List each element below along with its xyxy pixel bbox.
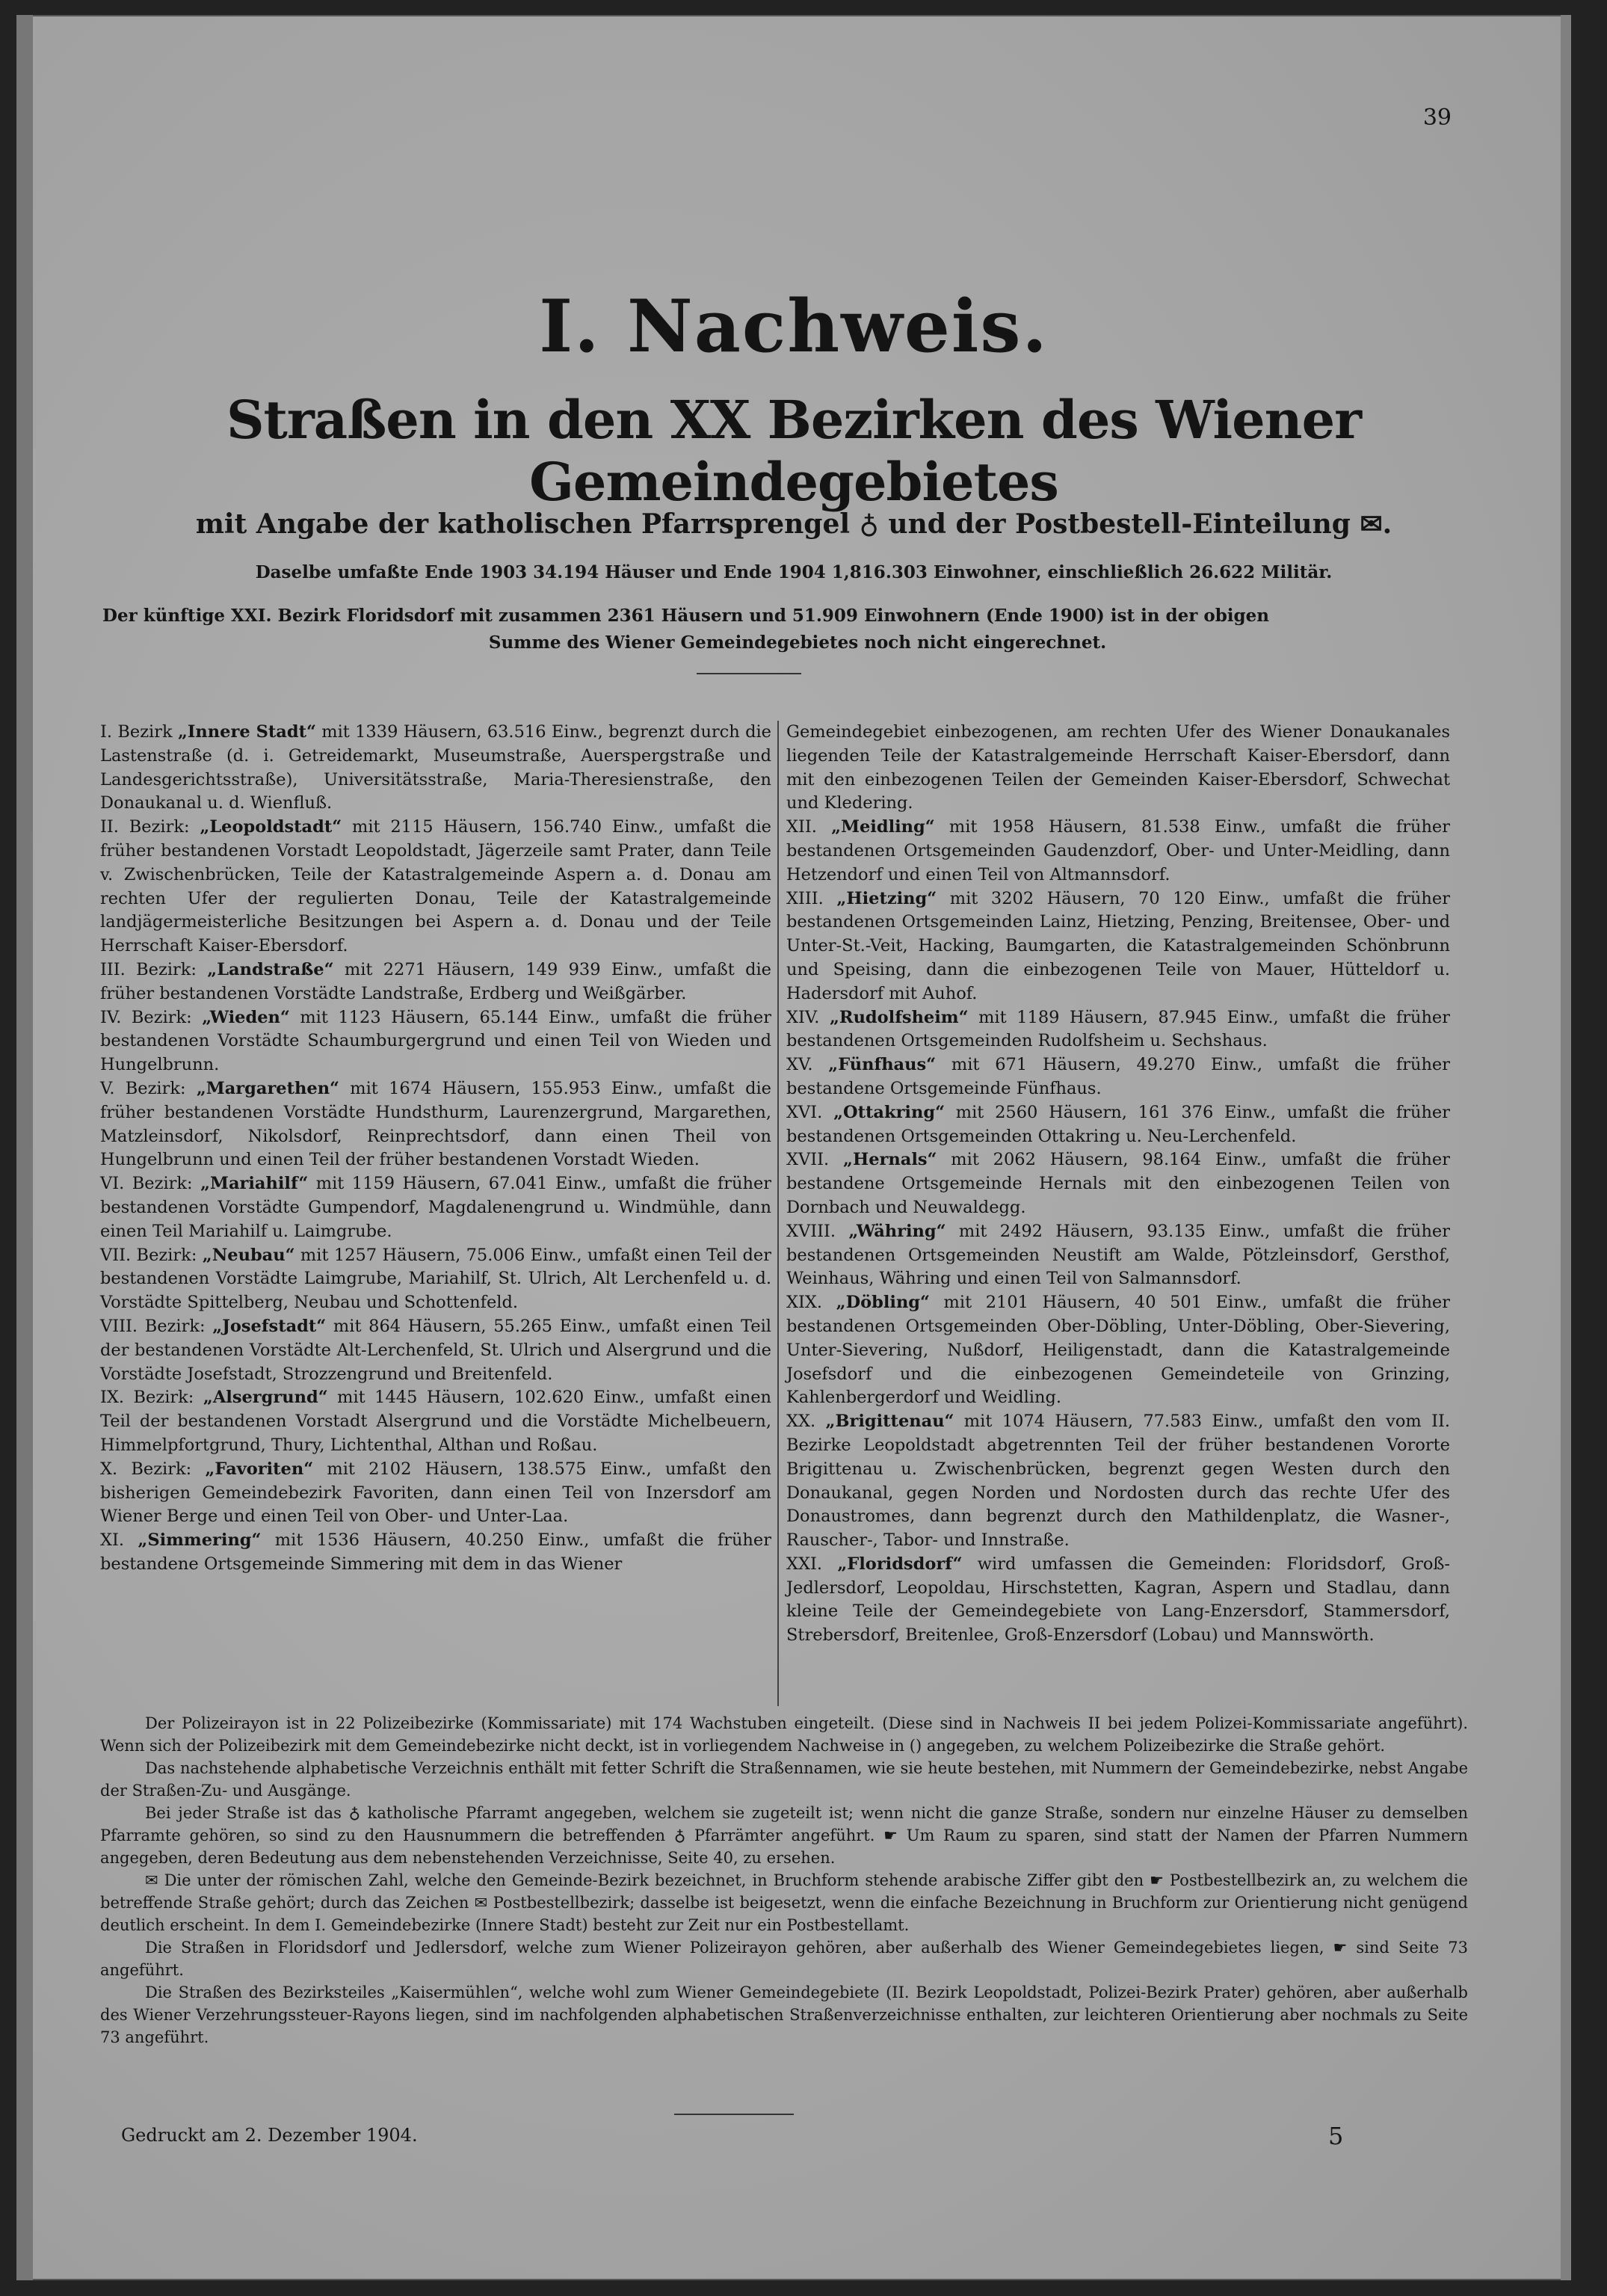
district-description: wird umfassen die Gemeinden: Floridsdorf, Groß-Jedlersdorf, Leopoldau, Hirschstetten, Kagran, Aspern und Stadlau, dann kleine Teile der Gemeindegebiete von Lang-Enzersdorf, Stammersdorf, Strebersdorf, Breitenlee, Groß-Enzersdorf (Lobau) und Mannswörth.: [786, 1554, 1451, 1646]
print-date: Gedruckt am 2. Dezember 1904.: [121, 2125, 418, 2146]
district-description: mit 1339 Häusern, 63.516 Einw., begrenzt durch die Lastenstraße (d. i. Getreidemarkt, Museumstraße, Auerspergstraße und Landesgerichtsstraße), Universitätsstraße, Maria-Theresienstraße, den Donaukanal u. d. Wienfluß.: [100, 722, 772, 813]
stats-line-3: Summe des Wiener Gemeindegebietes noch nicht eingerechnet.: [488, 633, 1107, 653]
district-label: XIV.: [786, 1007, 820, 1027]
district-entry: [786, 816, 1450, 887]
note-paragraph: Das nachstehende alphabetische Verzeichnis enthält mit fetter Schrift die Straßennamen, wie sie heute bestehen, mit Nummern der Gemeindebezirke, nebst Angabe der Straßen-Zu- und Ausgänge.: [100, 1759, 1468, 1800]
district-label: XIX.: [786, 1293, 823, 1313]
district-description: mit 1536 Häusern, 40.250 Einw., umfaßt die früher bestandene Ortsgemeinde Simmering mit dem in das Wiener: [100, 1530, 771, 1574]
district-description: mit 1445 Häusern, 102.620 Einw., umfaßt einen Teil der bestandenen Vorstadt Alsergrund und die Vorstädte Michelbeuern, Himmelpfortgrund, Thury, Lichtenthal, Althan und Roßau.: [100, 1388, 771, 1455]
district-label: XVI.: [786, 1102, 823, 1122]
district-description: mit 671 Häusern, 49.270 Einw., umfaßt die früher bestandene Ortsgemeinde Fünfhaus.: [786, 1055, 1451, 1098]
stats-line: Daselbe umfaßte Ende 1903 34.194 Häuser und Ende 1904 1,816.303 Einwohner, einschließlich 26.622 Militär.: [255, 562, 1333, 582]
stats-paragraph: [102, 603, 1493, 656]
district-name: „Alsergrund“: [203, 1388, 328, 1408]
district-description: mit 1074 Häusern, 77.583 Einw., umfaßt den vom II. Bezirke Leopoldstadt abgetrennten Teil der früher bestandenen Vororte Brigittenau u. Zwischenbrücken, begrenzt gegen Westen durch den Donaukanal, gegen Norden und Nordosten durch das rechte Ufer des Donaustromes, dann begrenzt durch den Mathildenplatz, die Wasner-, Rauscher-, Tabor- und Innstraße.: [786, 1412, 1450, 1551]
districts-right-column: [786, 721, 1450, 1648]
district-entry: [786, 1291, 1450, 1410]
district-label: XIII.: [786, 888, 824, 908]
district-entry: [100, 721, 771, 816]
district-entry: [786, 721, 1450, 816]
note-paragraph: Der Polizeirayon ist in 22 Polizeibezirke (Kommissariate) mit 174 Wachstuben eingeteilt. (Diese sind in Nachweis II bei jedem Polizei-Kommissariate angeführt). Wenn sich der Polizeibezirk mit dem Gemeindebezirke nicht deckt, ist in vorliegendem Nachweise in () angegeben, zu welchem Polizeibezirke die Straße gehört.: [100, 1714, 1468, 1755]
district-entry: [100, 1077, 771, 1172]
district-entry: [100, 1315, 771, 1386]
page-number: 39: [1422, 105, 1452, 131]
book-page: [16, 15, 1571, 2280]
district-label: I. Bezirk: [100, 722, 173, 742]
district-description: mit 2102 Häusern, 138.575 Einw., umfaßt den bisherigen Gemeindebezirk Favoriten, dann einen Teil von Inzersdorf am Wiener Berge und einen Teil von Ober- und Unter-Laa.: [100, 1459, 771, 1527]
district-description: mit 2101 Häusern, 40 501 Einw., umfaßt die früher bestandenen Ortsgemeinden Ober-Döbling, Unter-Döbling, Ober-Sievering, Unter-Sievering, Nußdorf, Heiligenstadt, dann die Katastralgemeinde Josefsdorf und die einbezogenen Gemeindeteile von Grinzing, Kahlenbergerdorf und Weidling.: [786, 1293, 1451, 1408]
district-label: VIII. Bezirk:: [100, 1316, 206, 1336]
district-description: mit 1159 Häusern, 67.041 Einw., umfaßt die früher bestandenen Vorstädte Gumpendorf, Magdalenengrund u. Windmühle, dann einen Teil Mariahilf u. Laimgrube.: [100, 1174, 772, 1241]
page-subtitle: Straßen in den XX Bezirken des Wiener Gemeindegebietes: [226, 389, 1361, 513]
sheet-number: 5: [1328, 2122, 1344, 2150]
district-description: mit 864 Häusern, 55.265 Einw., umfaßt einen Teil der bestandenen Vorstädte Alt-Lerchenfeld, St. Ulrich und Alsergrund und die Vorstädte Josefstadt, Strozzengrund und Breitenfeld.: [100, 1316, 771, 1384]
district-label: VII. Bezirk:: [100, 1245, 197, 1265]
district-entry: [100, 1172, 771, 1243]
column-divider: [777, 721, 779, 1706]
district-name: „Döbling“: [836, 1293, 930, 1313]
district-description: mit 2115 Häusern, 156.740 Einw., umfaßt die früher bestandenen Vorstadt Leopoldstadt, Jägerzeile samt Prater, dann Teile v. Zwischenbrücken, Teile der Katastralgemeinde Aspern a. d. Donau am rechten Ufer der regulierten Donau, Teile der Katastralgemeinde landjägermeisterliche Besitzungen bei Aspern a. d. Donau und der Teile Herrschaft Kaiser-Ebersdorf.: [100, 817, 771, 956]
district-label: X. Bezirk:: [100, 1459, 192, 1479]
district-name: „Hernals“: [843, 1150, 937, 1170]
district-description: mit 2062 Häusern, 98.164 Einw., umfaßt die früher bestandene Ortsgemeinde Hernals mit den einbezogenen Teilen von Dornbach und Neuwaldegg.: [786, 1150, 1450, 1217]
district-entry: [786, 1553, 1450, 1648]
district-description: mit 1257 Häusern, 75.006 Einw., umfaßt einen Teil der bestandenen Vorstädte Laimgrube, Mariahilf, St. Ulrich, Alt Lerchenfeld u. d. Vorstädte Spittelberg, Neubau und Schottenfeld.: [100, 1245, 771, 1313]
district-name: „Währing“: [848, 1221, 946, 1241]
district-name: „Simmering“: [138, 1530, 262, 1551]
note-paragraph: Bei jeder Straße ist das ♁ katholische Pfarramt angegeben, welchem sie zugeteilt ist; wenn nicht die ganze Straße, sondern nur einzelne Häuser zu demselben Pfarramte gehören, so sind zu den Hausnummern die betreffenden ♁ Pfarrämter angeführt. ☛ Um Raum zu sparen, sind statt der Namen der Pfarren Nummern angegeben, deren Bedeutung aus dem nebenstehenden Verzeichnisse, Seite 40, zu ersehen.: [100, 1804, 1468, 1867]
district-label: XVII.: [786, 1150, 830, 1170]
footer-separator: [674, 2114, 794, 2115]
district-label: XXI.: [786, 1554, 823, 1574]
note-paragraph: ✉ Die unter der römischen Zahl, welche den Gemeinde-Bezirk bezeichnet, in Bruchform stehende arabische Ziffer gibt den ☛ Postbestellbezirk an, zu welchem die betreffende Straße gehört; durch das Zeichen ✉ Postbestellbezirk; dasselbe ist beigesetzt, wenn die einfache Bezeichnung in Bruchform zur Orientierung nicht genügend deutlich erscheint. In dem I. Gemeindebezirke (Innere Stadt) besteht zur Zeit nur ein Postbestellamt.: [100, 1871, 1468, 1934]
stats-line-2: Der künftige XXI. Bezirk Floridsdorf mit zusammen 2361 Häusern und 51.909 Einwohnern (Ende 1900) ist in der obigen: [102, 606, 1269, 626]
district-entry: [786, 887, 1450, 1006]
district-name: „Favoriten“: [205, 1459, 314, 1479]
header-separator: [697, 673, 801, 674]
district-description: mit 1189 Häusern, 87.945 Einw., umfaßt die früher bestandenen Ortsgemeinden Rudolfsheim u. Sechshaus.: [786, 1007, 1451, 1051]
notes-section: [100, 1712, 1468, 2049]
district-entry: [786, 1410, 1450, 1553]
district-description: mit 1123 Häusern, 65.144 Einw., umfaßt die früher bestandenen Vorstädte Schaumburgergrund und einen Teil von Wieden und Hungelbrunn.: [100, 1007, 771, 1075]
district-label: XVIII.: [786, 1221, 836, 1241]
district-entry: [100, 1458, 771, 1529]
district-entry: [100, 958, 771, 1006]
district-name: „Innere Stadt“: [177, 722, 316, 742]
district-entry: [786, 1101, 1450, 1149]
district-entry: [100, 816, 771, 958]
note-paragraph: Die Straßen in Floridsdorf und Jedlersdorf, welche zum Wiener Polizeirayon gehören, aber außerhalb des Wiener Gemeindegebietes liegen, ☛ sind Seite 73 angeführt.: [100, 1939, 1468, 1979]
district-description: mit 3202 Häusern, 70 120 Einw., umfaßt die früher bestandenen Ortsgemeinden Lainz, Hietzing, Penzing, Breitensee, Ober- und Unter-St.-Veit, Hacking, Baumgarten, die Katastralgemeinden Schönbrunn und Speising, dann die einbezogenen Teile von Mauer, Hütteldorf u. Hadersdorf mit Auhof.: [786, 888, 1450, 1003]
district-label: XX.: [786, 1412, 816, 1432]
district-name: „Mariahilf“: [200, 1174, 309, 1194]
district-entry: [100, 1006, 771, 1077]
district-label: IV. Bezirk:: [100, 1007, 192, 1027]
district-name: „Ottakring“: [833, 1102, 946, 1122]
district-label: IX. Bezirk:: [100, 1388, 194, 1408]
district-entry: [786, 1148, 1450, 1219]
district-label: XII.: [786, 817, 817, 837]
district-name: „Meidling“: [831, 817, 935, 837]
note-paragraph: Die Straßen des Bezirksteiles „Kaisermühlen“, welche wohl zum Wiener Gemeindegebiete (II. Bezirk Leopoldstadt, Polizei-Bezirk Prater) gehören, aber außerhalb des Wiener Verzehrungssteuer-Rayons liegen, sind im nachfolgenden alphabetischen Straßenverzeichnisse enthalten, zur leichteren Orientierung aber nochmals zu Seite 73 angeführt.: [100, 1983, 1468, 2046]
districts-left-column: [100, 721, 771, 1577]
district-name: „Rudolfsheim“: [829, 1007, 969, 1027]
district-name: „Hietzing“: [836, 888, 937, 908]
district-description: mit 2560 Häusern, 161 376 Einw., umfaßt die früher bestandenen Ortsgemeinden Ottakring u. Neu-Lerchenfeld.: [786, 1102, 1451, 1146]
page-title: I. Nachweis.: [539, 284, 1049, 369]
district-name: „Neubau“: [202, 1245, 295, 1265]
district-name: „Landstraße“: [207, 959, 334, 979]
district-entry: [786, 1006, 1450, 1054]
district-name: „Wieden“: [202, 1007, 290, 1027]
district-entry: [786, 1220, 1450, 1291]
page-tagline: mit Angabe der katholischen Pfarrsprengel ♁ und der Postbestell-Einteilung ✉.: [195, 508, 1392, 540]
district-entry: [100, 1529, 771, 1577]
district-name: „Fünfhaus“: [828, 1055, 937, 1075]
district-name: „Brigittenau“: [825, 1412, 954, 1432]
district-entry: [786, 1053, 1450, 1101]
district-entry: [100, 1386, 771, 1457]
district-label: VI. Bezirk:: [100, 1174, 193, 1194]
district-label: II. Bezirk:: [100, 817, 190, 837]
district-name: „Josefstadt“: [212, 1316, 327, 1336]
district-description: Gemeindegebiet einbezogenen, am rechten Ufer des Wiener Donaukanales liegenden Teile der Katastralgemeinde Herrschaft Kaiser-Ebersdorf, dann mit den einbezogenen Teilen der Gemeinden Kaiser-Ebersdorf, Schwechat und Kledering.: [786, 722, 1450, 813]
district-label: XI.: [100, 1530, 125, 1551]
district-label: XV.: [786, 1055, 813, 1075]
district-description: mit 2271 Häusern, 149 939 Einw., umfaßt die früher bestandenen Vorstädte Landstraße, Erdberg und Weißgärber.: [100, 959, 771, 1003]
district-name: „Leopoldstadt“: [200, 817, 342, 837]
district-description: mit 1674 Häusern, 155.953 Einw., umfaßt die früher bestandenen Vorstädte Hundsthurm, Laurenzergrund, Margarethen, Matzleinsdorf, Nikolsdorf, Reinprechtsdorf, dann einen Theil von Hungelbrunn und einen Teil der früher bestandenen Vorstadt Wieden.: [100, 1078, 771, 1170]
district-label: V. Bezirk:: [100, 1078, 186, 1098]
district-label: III. Bezirk:: [100, 959, 197, 979]
district-description: mit 2492 Häusern, 93.135 Einw., umfaßt die früher bestandenen Ortsgemeinden Neustift am Walde, Pötzleinsdorf, Gersthof, Weinhaus, Währing und einen Teil von Salmannsdorf.: [786, 1221, 1451, 1289]
district-name: „Margarethen“: [196, 1078, 339, 1098]
district-name: „Floridsdorf“: [837, 1554, 963, 1574]
district-entry: [100, 1244, 771, 1315]
district-description: mit 1958 Häusern, 81.538 Einw., umfaßt die früher bestandenen Ortsgemeinden Gaudenzdorf, Ober- und Unter-Meidling, dann Hetzendorf und einen Teil von Altmannsdorf.: [786, 817, 1451, 884]
